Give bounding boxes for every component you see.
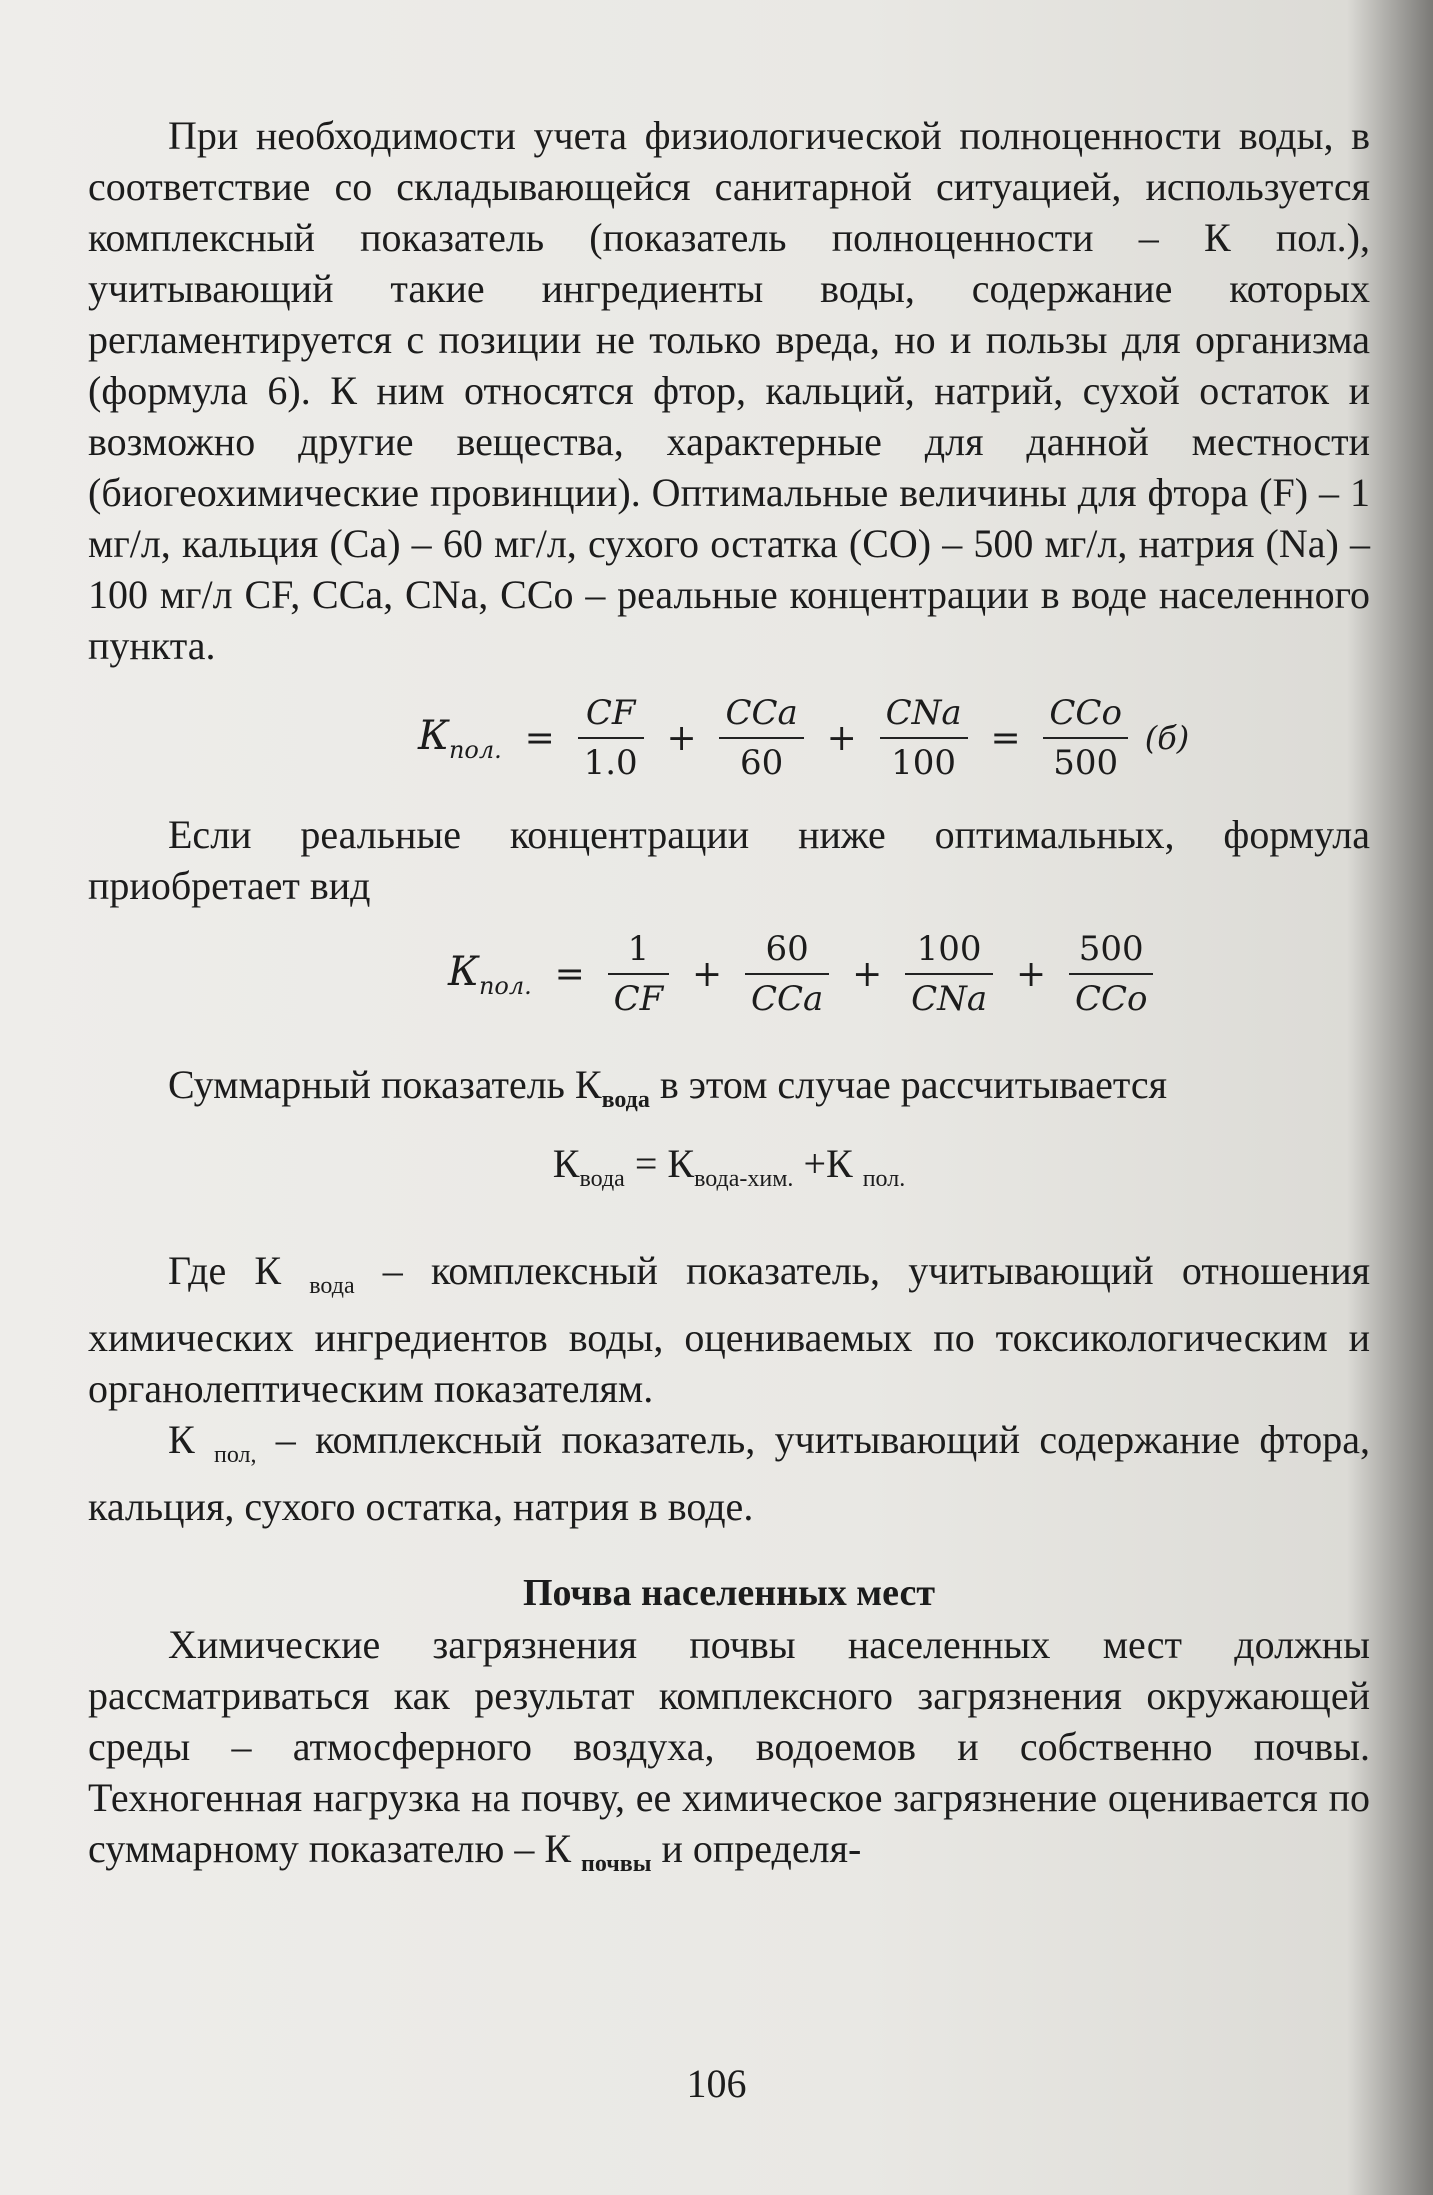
paragraph-soil: Химические загрязнения почвы населенных мест должны рассматриваться как результат комплексного загрязнения окружающей среды – атмосферного воздуха, водоемов и собственно почвы. Техногенная нагрузка на почву, ее химическое загрязнение оценивается по суммарному показателю – К $_{почвы}$ и определя-	[88, 1622, 1370, 1877]
formula-inverse	[448, 929, 1370, 1039]
fraction-cco: $\frac{\text{CCo}}{500}$	[1043, 693, 1128, 783]
fraction-100-cna: $\frac{100}{\text{CNa}}$	[905, 929, 993, 1019]
formula-k: $К_{пол.}$	[418, 712, 502, 764]
paragraph-summary: Суммарный показатель $К_{вода}$ в этом случае рассчитывается	[168, 1062, 1168, 1113]
formula-tag: (б)	[1144, 719, 1190, 757]
paragraph-intro: При необходимости учета физиологической полноценности воды, в соответствие со складывающейся санитарной ситуацией, используется комплексный показатель (показатель полноценности – К пол.), учитывающий такие ингредиенты воды, содержание которых регламентируется с позиции не только вреда, но и пользы для организма (формула 6). К ним относятся фтор, кальций, натрий, сухой остаток и возможно другие вещества, характерные для данной местности (биогеохимические провинции). Оптимальные величины для фтора (F) – 1 мг/л, кальция (Ca) – 60 мг/л, сухого остатка (CO) – 500 мг/л, натрия (Na) – 100 мг/л CF, CCa, CNa, CCo – реальные концентрации в воде населенного пункта.	[88, 113, 1370, 668]
formula-equals: =	[524, 717, 555, 759]
page-number: 106	[686, 2061, 747, 2106]
fraction-500-cco: $\frac{500}{\text{CCo}}$	[1069, 929, 1154, 1019]
formula-plus: +	[826, 717, 857, 759]
fraction-60-cca: $\frac{60}{\text{CCa}}$	[745, 929, 829, 1019]
formula-equals: =	[990, 717, 1021, 759]
text-body	[88, 110, 1370, 1890]
formula-sum: $К_{вода} = К_{вода-хим.} +К$ $_{пол.}$	[552, 1141, 906, 1192]
fraction-cna: $\frac{\text{CNa}}{100}$	[880, 693, 968, 783]
paragraph-k-water: Где К $_{вода}$ – комплексный показатель, учитывающий отношения химических ингредиентов воды, оцениваемых по токсикологическим и органолептическим показателям.	[88, 1248, 1371, 1411]
fraction-1-cf: $\frac{1}{CF}$	[608, 929, 670, 1019]
formula-plus: +	[1015, 953, 1047, 995]
formula-equals: =	[554, 953, 585, 995]
fraction-cf: $\frac{CF}{1.0}$	[578, 693, 644, 783]
formula-plus: +	[666, 717, 697, 759]
fraction-cca: $\frac{\text{CCa}}{60}$	[719, 693, 803, 783]
section-heading: Почва населенных мест	[522, 1572, 935, 1614]
paragraph-lower-case: Если реальные концентрации ниже оптимальных, формула приобретает вид	[88, 812, 1370, 908]
formula-plus: +	[852, 953, 883, 995]
formula-plus: +	[692, 953, 723, 995]
paragraph-k-pol: К $_{пол,}$ – комплексный показатель, учитывающий содержание фтора, кальция, сухого остатка, натрия в воде.	[88, 1417, 1370, 1529]
formula-k: $К_{пол.}$	[448, 948, 532, 1000]
formula-6	[418, 693, 1370, 803]
